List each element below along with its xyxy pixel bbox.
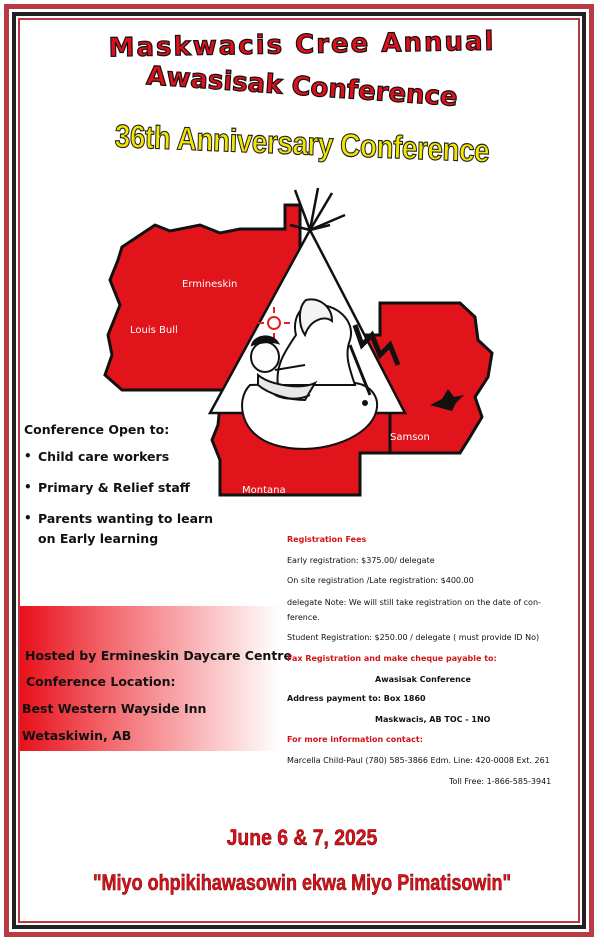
map-label-louis-bull: Louis Bull bbox=[130, 325, 178, 336]
audience-item: • Child care workers bbox=[38, 447, 224, 467]
onsite-registration: On site registration /Late registration: $400.00 bbox=[287, 576, 474, 585]
title-line-2: Awasisak Conference bbox=[145, 61, 459, 113]
audience-section bbox=[24, 422, 224, 560]
venue-city: Wetaskiwin, AB bbox=[22, 728, 132, 743]
info-heading: For more information contact: bbox=[287, 735, 423, 744]
contact-line: Marcella Child-Paul (780) 585-3866 Edm. Line: 420-0008 Ext. 261 bbox=[287, 756, 550, 765]
map-label-ermineskin: Ermineskin bbox=[182, 279, 238, 290]
student-registration: Student Registration: $250.00 / delegate ( must provide ID No) bbox=[287, 633, 540, 642]
payee-name: Awasisak Conference bbox=[375, 675, 471, 684]
registration-note-line2: ference. bbox=[287, 613, 320, 622]
title-line-1: Maskwacis Cree Annual bbox=[108, 26, 496, 64]
host-panel bbox=[20, 606, 292, 751]
location-label: Conference Location: bbox=[26, 674, 176, 689]
fax-heading: Fax Registration and make cheque payable to: bbox=[287, 654, 497, 663]
conference-dates: June 6 & 7, 2025 bbox=[226, 825, 378, 850]
venue-name: Best Western Wayside Inn bbox=[22, 701, 207, 716]
registration-note-line1: delegate Note: We will still take registration on the date of con- bbox=[287, 598, 541, 607]
audience-item: • Primary & Relief staff bbox=[38, 478, 224, 498]
address-line-1: Address payment to: Box 1860 bbox=[287, 694, 426, 703]
audience-item: • Parents wanting to learn on Early learning bbox=[38, 509, 224, 549]
map-label-samson: Samson bbox=[390, 432, 430, 443]
registration-heading: Registration Fees bbox=[287, 535, 367, 544]
toll-free-line: Toll Free: 1-866-585-3941 bbox=[449, 777, 552, 786]
address-line-2: Maskwacis, AB TOC - 1NO bbox=[375, 715, 491, 724]
audience-list bbox=[24, 447, 224, 549]
audience-heading: Conference Open to: bbox=[24, 422, 170, 437]
anniversary-banner: 36th Anniversary Conference bbox=[114, 118, 490, 169]
conference-slogan: "Miyo ohpikihawasowin ekwa Miyo Pimatisowin" bbox=[92, 870, 512, 895]
early-registration: Early registration: $375.00/ delegate bbox=[287, 556, 435, 565]
map-label-montana: Montana bbox=[242, 485, 286, 496]
hosted-by: Hosted by Ermineskin Daycare Centre bbox=[25, 648, 292, 663]
